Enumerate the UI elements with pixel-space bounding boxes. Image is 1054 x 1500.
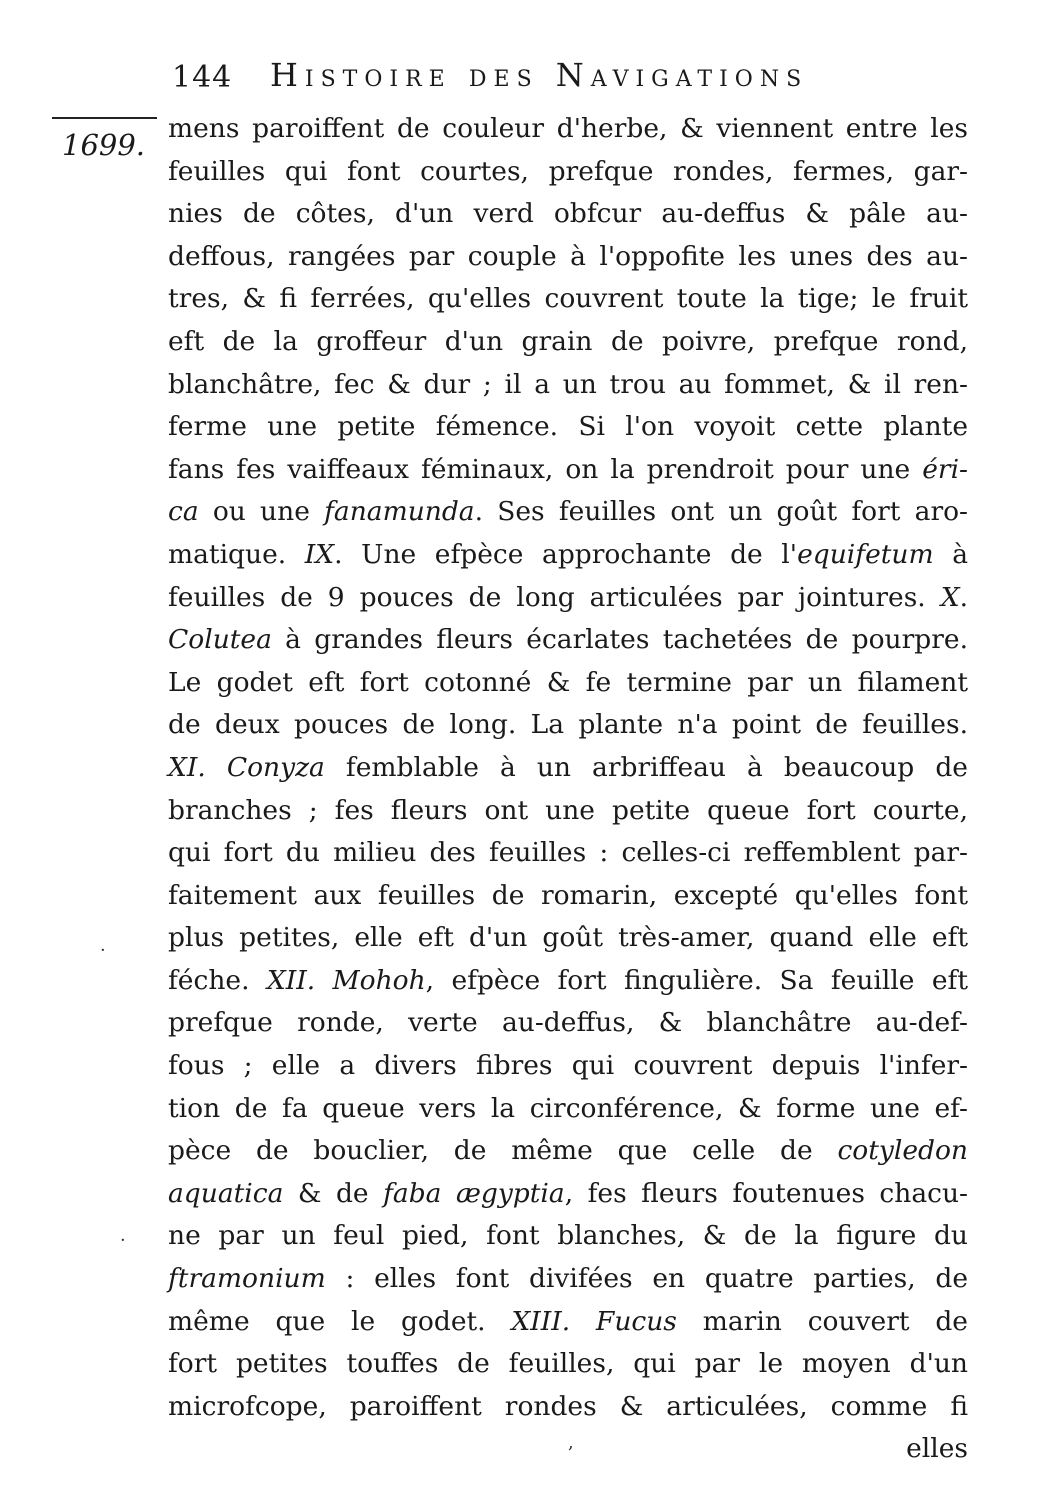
text-segment: fous ; elle a divers fibres qui couvrent depuis l'infer- — [168, 1050, 968, 1082]
text-line — [168, 449, 968, 492]
text-segment: . — [959, 581, 968, 613]
text-line — [168, 1343, 968, 1386]
text-segment: nies de côtes, d'un verd obfcur au-deffus & pâle au- — [168, 198, 968, 230]
text-segment: féche. — [168, 964, 267, 996]
text-segment: : elles font divifées en quatre parties, de — [325, 1263, 968, 1295]
text-line — [168, 151, 968, 194]
italic-text: ca — [168, 496, 199, 528]
text-segment: de deux pouces de long. La plante n'a point de feuilles. — [168, 709, 968, 741]
print-speck: · — [120, 1230, 126, 1251]
text-segment: microfcope, paroiffent rondes & articulées, comme fi — [168, 1390, 968, 1422]
body-text — [168, 108, 968, 1471]
text-line — [168, 917, 968, 960]
text-line — [168, 704, 968, 747]
text-segment: qui fort du milieu des feuilles : celles-ci reffemblent par- — [168, 837, 968, 869]
text-segment: branches ; fes fleurs ont une petite queue fort courte, — [168, 794, 968, 826]
text-line — [168, 278, 968, 321]
print-speck: · — [100, 940, 106, 961]
text-segment: tion de fa queue vers la circonférence, & forme une ef- — [168, 1092, 968, 1124]
text-line — [168, 1301, 968, 1344]
text-segment: prefque ronde, verte au-deffus, & blanchâtre au-def- — [168, 1007, 968, 1039]
margin-year: 1699. — [62, 128, 146, 162]
text-segment: marin couvert de — [676, 1305, 968, 1337]
text-line — [168, 1130, 968, 1173]
italic-text: equifetum — [797, 538, 934, 570]
italic-text: aquatica — [168, 1177, 284, 1209]
text-line — [168, 364, 968, 407]
text-line — [168, 1258, 968, 1301]
text-segment: fans fes vaiffeaux féminaux, on la prendroit pour une — [168, 453, 923, 485]
page-number: 144 — [172, 60, 233, 95]
margin-rule — [52, 117, 157, 119]
italic-text: faba ægyptia — [383, 1177, 565, 1209]
italic-text: ftramonium — [168, 1263, 326, 1295]
text-line — [168, 960, 968, 1003]
text-segment: ne par un feul pied, font blanches, & de la figure du — [168, 1220, 968, 1252]
text-segment: . Une efpèce approchante de l' — [334, 538, 798, 570]
text-line — [168, 832, 968, 875]
text-line — [168, 1045, 968, 1088]
italic-text: éri- — [922, 453, 968, 485]
text-segment: à grandes fleurs écarlates tachetées de pourpre. — [271, 624, 968, 656]
catchword: elles — [906, 1433, 968, 1465]
text-segment: à — [933, 538, 968, 570]
text-line — [168, 577, 968, 620]
text-line — [168, 406, 968, 449]
text-line — [168, 1386, 968, 1429]
text-line — [168, 619, 968, 662]
text-line — [168, 790, 968, 833]
text-segment: ou une — [198, 496, 325, 528]
italic-text: cotyledon — [837, 1135, 968, 1167]
text-segment: tres, & fi ferrées, qu'elles couvrent toute la tige; le fruit — [168, 283, 968, 315]
text-line — [168, 321, 968, 364]
italic-text: IX — [304, 538, 335, 570]
text-segment: plus petites, elle eft d'un goût très-amer, quand elle eft — [168, 922, 968, 954]
text-segment: femblable à un arbriffeau à beaucoup de — [324, 751, 968, 783]
text-segment: même que le godet. — [168, 1305, 512, 1337]
italic-text: XII. Mohoh — [266, 964, 426, 996]
text-segment: matique. — [168, 538, 305, 570]
text-line — [168, 1088, 968, 1131]
text-segment: fort petites touffes de feuilles, qui par le moyen d'un — [168, 1348, 968, 1380]
text-line — [168, 193, 968, 236]
text-line — [168, 747, 968, 790]
italic-text: fanamunda — [324, 496, 475, 528]
text-segment: mens paroiffent de couleur d'herbe, & viennent entre les — [168, 113, 968, 144]
text-segment: blanchâtre, fec & dur ; il a un trou au fommet, & il ren- — [168, 368, 968, 400]
text-segment: deffous, rangées par couple à l'oppofite les unes des au- — [168, 240, 968, 272]
text-segment: pèce de bouclier, de même que celle de — [168, 1135, 838, 1167]
text-line — [168, 1215, 968, 1258]
text-line — [168, 108, 968, 151]
text-segment: ferme une petite fémence. Si l'on voyoit cette plante — [168, 411, 968, 443]
italic-text: XIII. Fucus — [511, 1305, 677, 1337]
text-segment: Le godet eft fort cotonné & fe termine par un filament — [168, 666, 968, 698]
text-segment: faitement aux feuilles de romarin, excepté qu'elles font — [168, 879, 968, 911]
text-line — [168, 662, 968, 705]
text-segment: feuilles de 9 pouces de long articulées par jointures. — [168, 581, 941, 613]
running-title: Histoire des Navigations — [270, 56, 809, 94]
text-segment: eft de la groffeur d'un grain de poivre, prefque rond, — [168, 325, 968, 357]
italic-text: XI. Conyza — [168, 751, 325, 783]
text-segment: feuilles qui font courtes, prefque rondes, fermes, gar- — [168, 155, 968, 187]
text-segment: & de — [283, 1177, 384, 1209]
print-speck: , — [568, 1432, 574, 1453]
italic-text: X — [940, 581, 960, 613]
text-line — [168, 534, 968, 577]
text-segment: . Ses feuilles ont un goût fort aro- — [474, 496, 969, 528]
text-line — [168, 875, 968, 918]
text-line — [168, 491, 968, 534]
text-line — [168, 1002, 968, 1045]
text-segment: , fes fleurs foutenues chacu- — [564, 1177, 968, 1209]
text-segment: , efpèce fort fingulière. Sa feuille eft — [425, 964, 969, 996]
italic-text: Colutea — [168, 624, 272, 656]
text-line — [168, 1173, 968, 1216]
text-line — [168, 236, 968, 279]
